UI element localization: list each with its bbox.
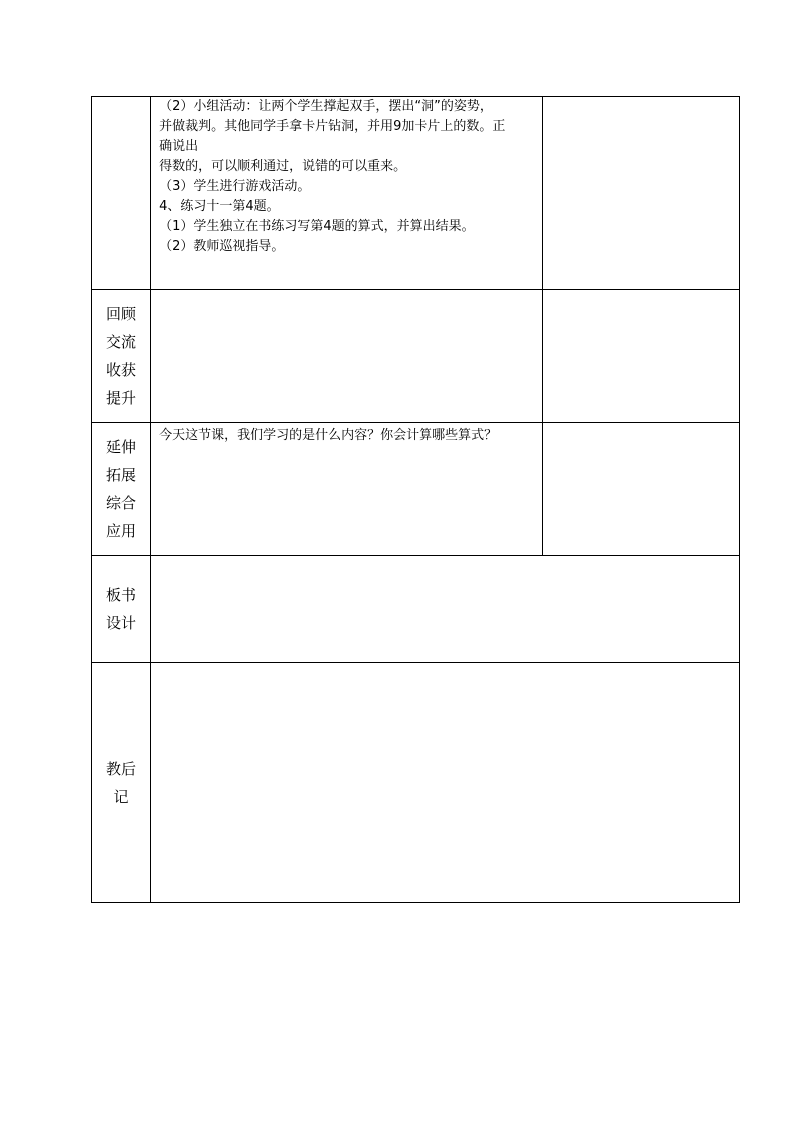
board-design-label-line: 板书: [106, 586, 137, 604]
activities-line: （2）教师巡视指导。: [159, 239, 285, 254]
review-content-cell: [151, 290, 543, 423]
board-design-label-line: 设计: [106, 614, 137, 632]
activities-line: （3）学生进行游戏活动。: [159, 179, 311, 194]
activities-line: （2）小组活动：让两个学生撑起双手，摆出“洞”的姿势，: [159, 99, 493, 114]
extension-content-cell: [151, 423, 543, 556]
activities-label-cell: [92, 97, 151, 290]
table-row-review: [92, 290, 740, 423]
extension-label-line: 延伸: [106, 438, 137, 456]
reflection-label-line: 教后: [106, 759, 137, 778]
activities-note-cell: [542, 97, 739, 290]
table-row-board-design: [92, 556, 740, 663]
activities-content-cell: [151, 97, 543, 290]
review-label-line: 提升: [106, 389, 137, 407]
review-label-cell: [92, 290, 151, 423]
table-row-activities: [92, 97, 740, 290]
activities-line: 确说出: [159, 139, 199, 154]
board-design-content-cell: [151, 556, 740, 663]
review-note-cell: [542, 290, 739, 423]
lesson-plan-table: [91, 96, 740, 903]
review-label-line: 交流: [106, 333, 137, 351]
review-label-line: 回顾: [106, 305, 137, 323]
activities-line: （1）学生独立在书练习写第4题的算式，并算出结果。: [159, 219, 475, 234]
extension-note-cell: [542, 423, 739, 556]
table-row-reflection: [92, 663, 740, 903]
extension-label-line: 拓展: [106, 466, 137, 484]
board-design-label-cell: [92, 556, 151, 663]
extension-label-line: 综合: [106, 494, 137, 512]
reflection-label-cell: [92, 663, 151, 903]
extension-line: 今天这节课，我们学习的是什么内容？你会计算哪些算式？: [159, 428, 498, 443]
activities-line: 4、练习十一第4题。: [159, 199, 280, 214]
table-row-extension: [92, 423, 740, 556]
reflection-content-cell: [151, 663, 740, 903]
activities-line: 得数的，可以顺利通过，说错的可以重来。: [159, 159, 407, 174]
extension-label-cell: [92, 423, 151, 556]
reflection-label-line: 记: [113, 787, 129, 806]
extension-label-line: 应用: [106, 522, 137, 540]
activities-line: 并做裁判。其他同学手拿卡片钻洞，并用9加卡片上的数。正: [159, 119, 506, 134]
review-label-line: 收获: [106, 361, 137, 379]
